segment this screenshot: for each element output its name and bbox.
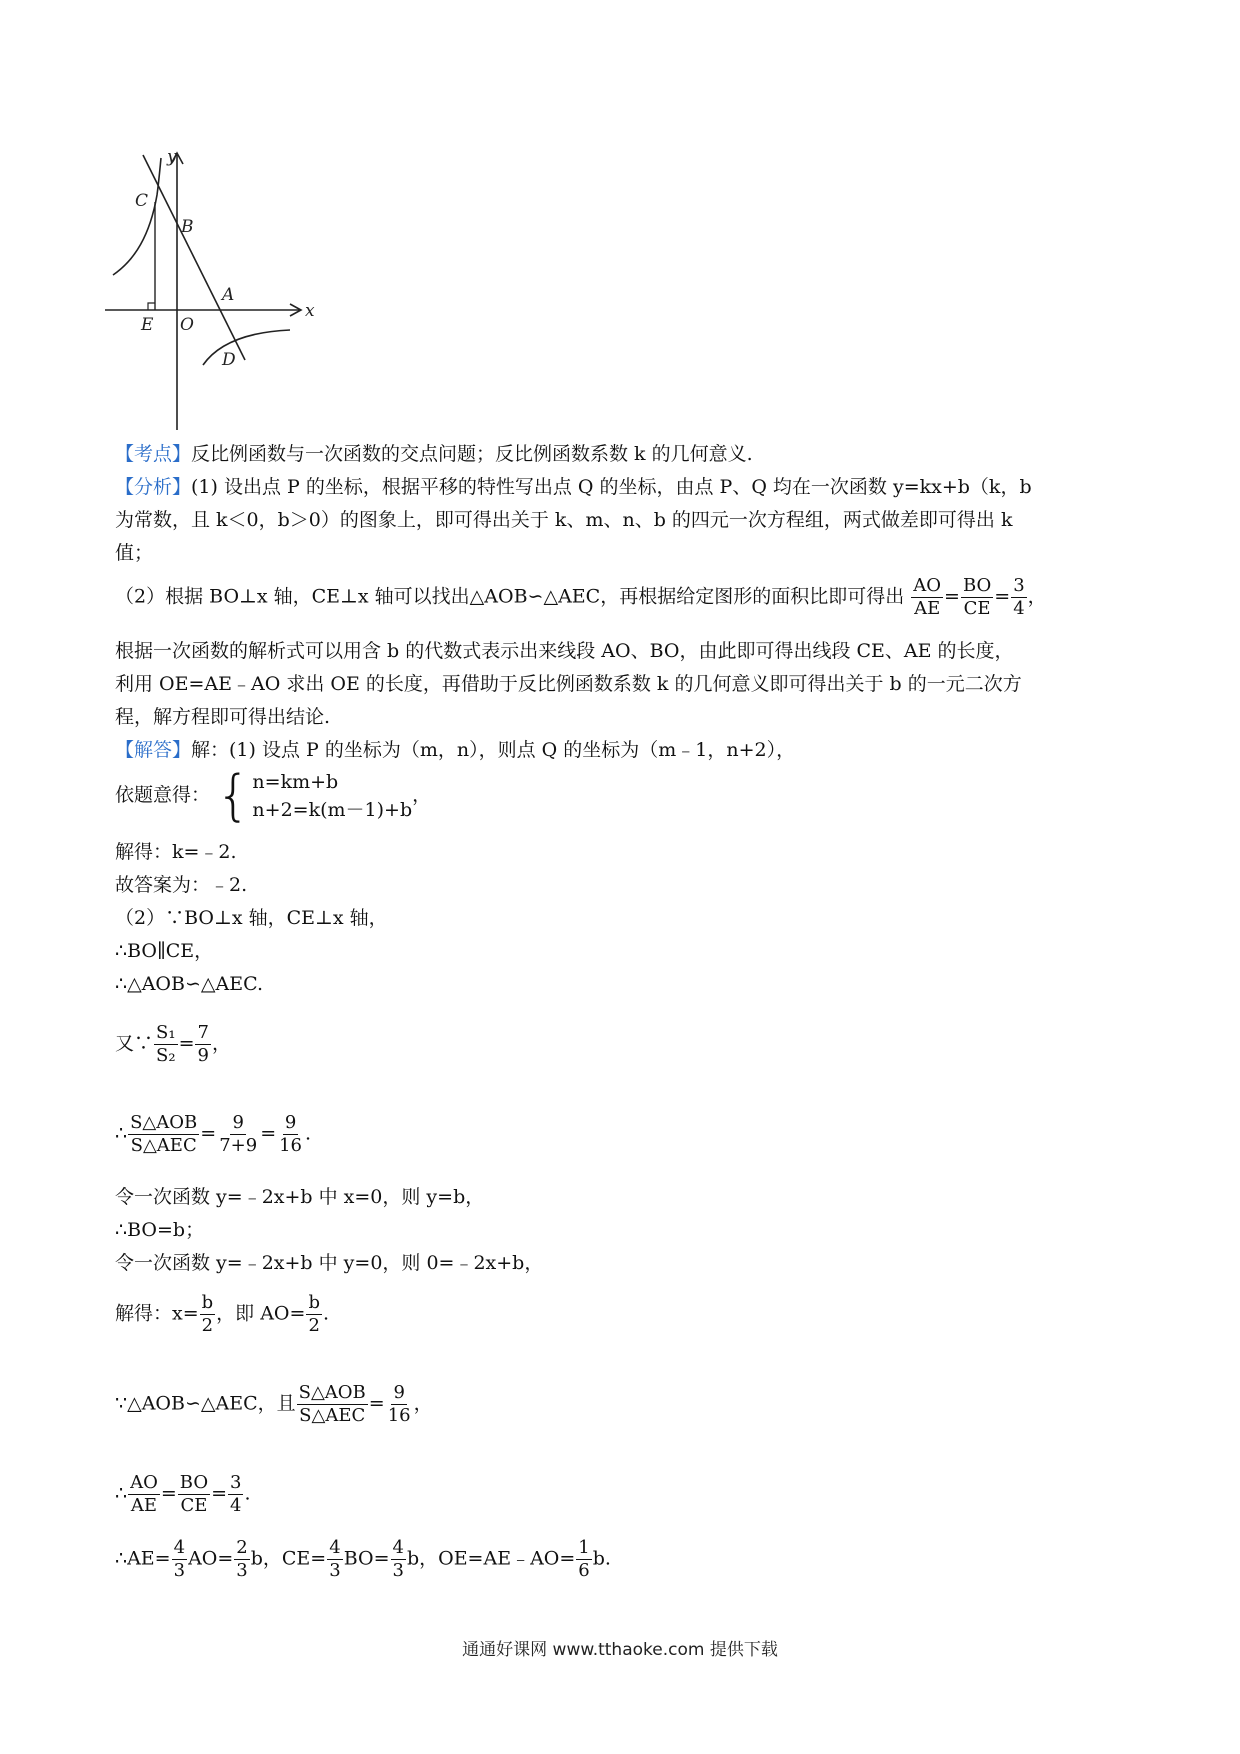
answer-line: 故答案为：﹣2. [115,874,248,896]
label-c: C [135,191,149,211]
fraction: $\frac{\text{S₁}}{\text{S₂}}$ [156,1022,176,1066]
solve-line: 解得：k=﹣2. [115,841,237,863]
fraction: $\frac{2}{3}$ [236,1537,248,1581]
fraction: $\frac{3}{4}$ [230,1472,242,1516]
fenxi-line-1 [115,473,1032,501]
kaodian-tag: 【考点】 [115,443,192,465]
fraction: $\frac{\text{S△AOB}}{\text{S△AEC}}$ [130,1112,198,1156]
hyperbola-right-branch [203,330,290,365]
fenxi-line-2: 为常数，且 k＜0，b＞0）的图象上，即可得出关于 k、m、n、b 的四元一次方程组，两式做差即可得出 k [115,509,1013,531]
right-angle-mark [148,303,155,310]
label-o: O [180,315,194,335]
fraction: $\frac{9}{16}$ [279,1112,303,1156]
fenxi-p2-text: （2）根据 BO⊥x 轴，CE⊥x 轴可以找出△AOB∽△AEC，再根据给定图形的面积比即可得出 [115,585,905,608]
fraction: $\frac{1}{6}$ [578,1537,590,1581]
fraction: $\frac{3}{4}$ [1013,575,1025,619]
solve-x-line: 解得：x= $\frac{b}{2}$ ，即 AO= $\frac{b}{2}$ . [115,1292,330,1336]
fraction: $\frac{\text{S△AOB}}{\text{S△AEC}}$ [298,1382,366,1426]
label-e: E [141,315,154,335]
label-x: x [305,301,315,321]
label-b: B [181,217,194,237]
yiti-label: 依题意得： [115,784,211,806]
kaodian-text: 反比例函数与一次函数的交点问题；反比例函数系数 k 的几何意义. [191,443,753,465]
fraction: $\frac{b}{2}$ [201,1292,214,1336]
fraction: $\frac{4}{3}$ [392,1537,404,1581]
equation-system-line: 依题意得： { n=km+b n+2=k(m－1)+b ， [115,764,432,827]
ratio-line: ∴ $\frac{AO}{AE}$ = $\frac{BO}{CE}$ = $\frac{3}{4}$ . [115,1472,251,1516]
p2-line-2: ∴BO∥CE， [115,940,214,962]
label-y: y [167,150,177,167]
you-line: 又∵ $\frac{\text{S₁}}{\text{S₂}}$ = $\frac{7}{9}$ ， [115,1022,231,1066]
jieda-text-1: 解：(1) 设点 P 的坐标为（m，n），则点 Q 的坐标为（m﹣1，n+2）， [191,739,796,761]
area-ratio-line: ∴ $\frac{\text{S△AOB}}{\text{S△AEC}}$ = $\frac{9}{7+9}$ = $\frac{9}{16}$ . [115,1112,312,1156]
equation-1: n=km+b [252,771,339,793]
ling-line-2: 令一次函数 y=﹣2x+b 中 y=0，则 0=﹣2x+b， [115,1252,544,1274]
fenxi-tag: 【分析】 [115,476,192,498]
jieda-tag: 【解答】 [115,739,192,761]
kaodian-line [115,440,753,468]
fraction: $\frac{b}{2}$ [308,1292,320,1336]
label-a: A [222,285,235,305]
jieda-line-1 [115,736,795,764]
fenxi-line-5: 根据一次函数的解析式可以用含 b 的代数式表示出来线段 AO、BO，由此即可得出线段 CE、AE 的长度， [115,640,1014,662]
fenxi-line-4: （2）根据 BO⊥x 轴，CE⊥x 轴可以找出△AOB∽△AEC，再根据给定图形的面积比即可得出 $\frac{AO}{AE}$ = $\frac{BO}{CE}$ = $\frac{3}{4}$ ， [115,575,1047,619]
bo-line: ∴BO=b； [115,1219,205,1241]
fenxi-text-1: (1) 设出点 P 的坐标，根据平移的特性写出点 Q 的坐标，由点 P、Q 均在一次函数 y=kx+b（k，b [191,476,1032,498]
fenxi-line-3: 值； [115,542,154,564]
footer-text: 通通好课网 www.tthaoke.com 提供下载 [462,1640,778,1660]
equation-2: n+2=k(m－1)+b [252,799,413,821]
fraction: $\frac{AO}{AE}$ [913,575,942,619]
coordinate-figure [105,150,365,435]
p2-line-3: ∴△AOB∽△AEC. [115,973,263,995]
fraction: $\frac{4}{3}$ [329,1537,341,1581]
fraction: $\frac{4}{3}$ [173,1537,186,1581]
label-d: D [222,350,236,370]
fenxi-line-7: 程，解方程即可得出结论. [115,706,331,728]
equation-system [216,764,413,827]
fraction: $\frac{9}{7+9}$ [219,1112,258,1156]
fenxi-line-6: 利用 OE=AE﹣AO 求出 OE 的长度，再借助于反比例函数系数 k 的几何意义即可得出关于 b 的一元二次方 [115,673,1022,695]
similar-line: ∵△AOB∽△AEC，且 $\frac{\text{S△AOB}}{\text{S△AEC}}$ = $\frac{9}{16}$ ， [115,1382,433,1426]
p2-line-1: （2）∵BO⊥x 轴，CE⊥x 轴， [115,907,388,929]
brace-icon: { [216,764,251,827]
fraction: $\frac{7}{9}$ [197,1022,209,1066]
ling-line-1: 令一次函数 y=﹣2x+b 中 x=0，则 y=b， [115,1186,485,1208]
fraction: $\frac{AO}{AE}$ [130,1472,158,1516]
fraction: $\frac{BO}{CE}$ [962,575,992,619]
fraction: $\frac{9}{16}$ [387,1382,411,1426]
final-line: ∴AE= $\frac{4}{3}$ AO= $\frac{2}{3}$ b，CE= $\frac{4}{3}$ BO= $\frac{4}{3}$ b，OE=AE﹣AO= $\frac{1}{6}$ b. [115,1537,611,1581]
fraction: $\frac{BO}{CE}$ [179,1472,209,1516]
